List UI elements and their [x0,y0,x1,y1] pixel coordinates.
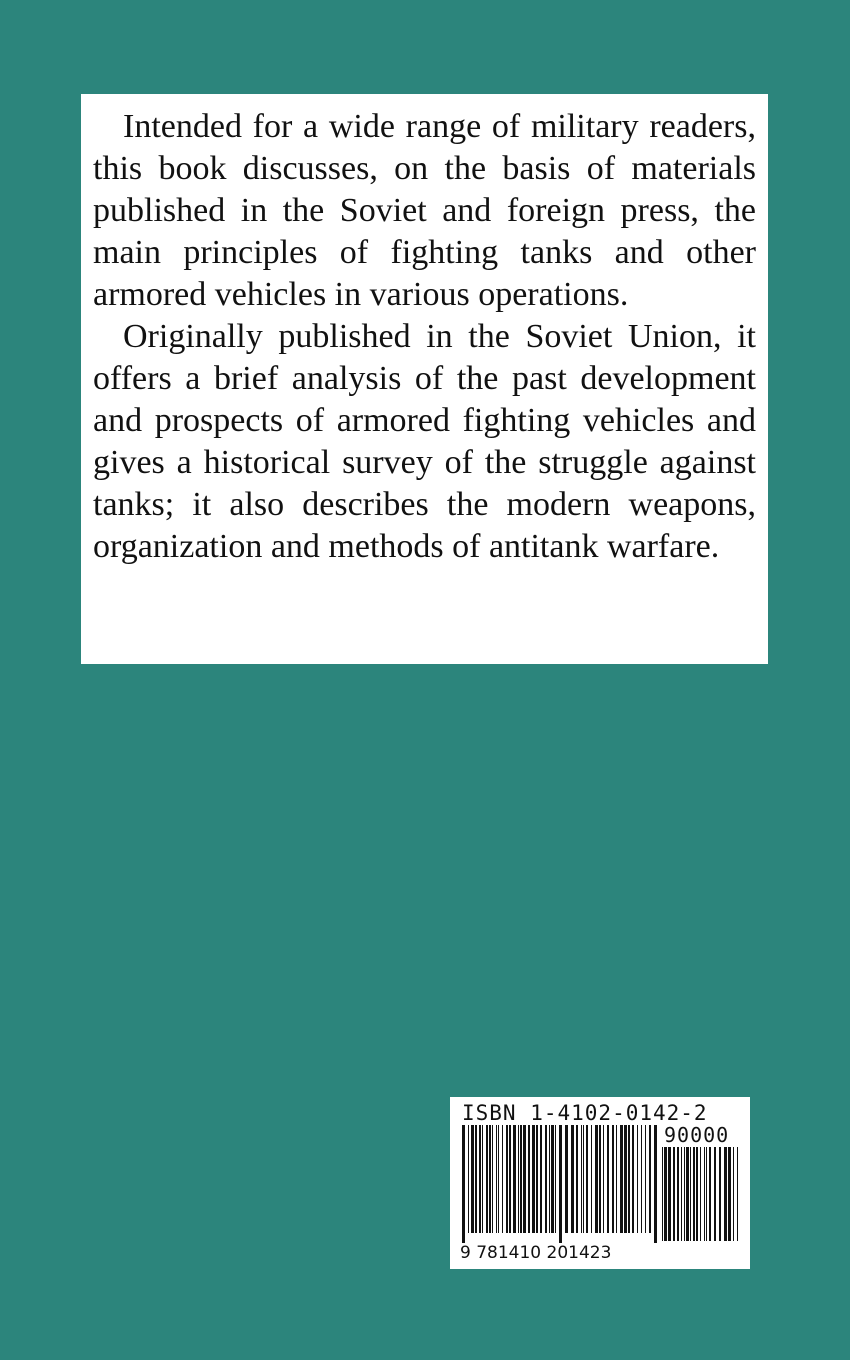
ean-digits: 9 781410 201423 [460,1243,612,1263]
ean-barcode-bars [462,1125,658,1243]
blurb-panel [81,94,768,664]
blurb-paragraph-1: Intended for a wide range of military readers, this book discusses, on the basis of materials published in the Soviet and foreign press, the main principles of fighting tanks and other armored vehicles in various operations. [93,108,756,313]
ean-barcode [462,1125,658,1243]
isbn-label: ISBN 1-4102-0142-2 [462,1101,708,1125]
barcode-panel [450,1097,750,1269]
blurb-paragraph-2: Originally published in the Soviet Union, it offers a brief analysis of the past development and prospects of armored fighting vehicles and gives a historical survey of the struggle against tanks; it also describes the modern weapons, organization and methods of antitank warfare. [93,318,756,565]
price-code: 90000 [664,1123,730,1147]
addon-barcode [662,1147,742,1251]
addon-barcode-bars [662,1147,742,1251]
